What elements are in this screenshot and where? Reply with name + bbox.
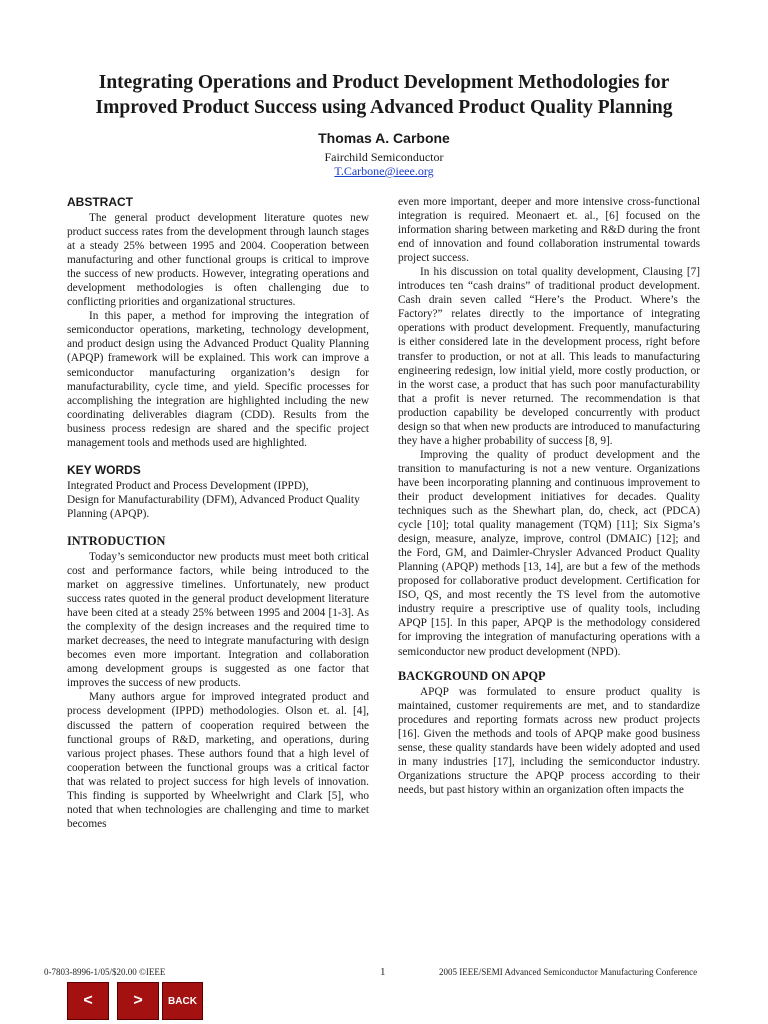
keywords-heading: KEY WORDS — [67, 462, 141, 477]
abstract-paragraph-1: The general product development literature quotes new product success rates from the development through launch stages at a steady 25% between 1995 and 2004. Cooperation between manufacturing and other functional groups is critical to improve the success of new products. However, integrating operations and development methodologies is often challenging due to conflicting priorities and organizational structures. — [67, 212, 369, 309]
abstract-heading: ABSTRACT — [67, 195, 133, 209]
footer-copyright: 0-7803-8996-1/05/$20.00 ©IEEE — [44, 967, 166, 977]
clausing-paragraph: In his discussion on total quality development, Clausing [7] introduces ten “cash drains” of traditional product development. Cash drain seven called “Here’s the Product. Where’s the Factory?” relates directly to the importance of integrating operations with product development. Frequently, manufacturing is either considered late in the development process, right before transfer to production, or not at all. This leads to manufacturing engineering redesign, low initial yield, more costly production, or in the worst case, a product that has such poor manufacturability that a profit is never returned. The recommendation is that production capability be developed concurrently with product design so that when new products are introduced to manufacturing they have a higher probability of success [8, 9]. — [398, 266, 700, 447]
author-name: Thomas A. Carbone — [318, 130, 450, 146]
keywords-line-2: Design for Manufacturability (DFM), Advanced Product Quality Planning (APQP). — [67, 493, 360, 520]
introduction-heading: INTRODUCTION — [67, 533, 166, 548]
next-arrow-label: > — [133, 992, 143, 1009]
previous-arrow-label: < — [83, 992, 93, 1009]
continued-paragraph: even more important, deeper and more intensive cross-functional integration is required. Meonaert et. al., [6] focused on the information sharing between marketing and R&D during the front end of innovation and found collaboration instrumental towards project success. — [398, 196, 700, 265]
previous-page-button[interactable] — [67, 982, 109, 1020]
introduction-paragraph-2: Many authors argue for improved integrated product and process development (IPPD) methodologies. Olson et. al. [4], discussed the pattern of cooperation required between the functional groups of R&D, marketing, and operations, during various project phases. These authors found that a high level of cooperation between the functional groups was a critical factor that was related to project success for high levels of innovation. This finding is supported by Wheelwright and Clark [5], who noted that when technologies are challenging and time to market becomes — [67, 691, 369, 830]
keywords-line-1: Integrated Product and Process Development (IPPD), — [67, 479, 309, 492]
left-column — [67, 195, 369, 831]
right-column — [398, 195, 700, 797]
author-email-line — [0, 164, 768, 179]
paper-title — [40, 70, 728, 120]
author-email-link[interactable]: T.Carbone@ieee.org — [334, 164, 434, 178]
introduction-paragraph-1: Today’s semiconductor new products must meet both critical cost and performance factors, while being introduced to the market on aggressive timelines. Unfortunately, new product success rates quoted in the general product development literature have been cited at a steady 25% between 1995 and 2004 [1-3]. As the complexity of the design increases and the required time to market decreases, the need to integrate manufacturing with design becomes even more important. Integration and collaboration among development groups is suggested as one factor that improves the success of new products. — [67, 550, 369, 690]
footer-page-number: 1 — [380, 966, 386, 978]
back-button[interactable] — [162, 982, 203, 1020]
background-paragraph: APQP was formulated to ensure product quality is maintained, customer requirements are met, and to standardize procedures and reporting formats across new product projects [16]. Given the methods and tools of APQP make good business sense, these quality standards have been widely adopted and used in many industries [17], including the semiconductor industry. Organizations structure the APQP process according to their needs, but past history within an organization often impacts the — [398, 685, 700, 796]
abstract-paragraph-2: In this paper, a method for improving the integration of semiconductor operations, marketing, technology development, and product design using the Advanced Product Quality Planning (APQP) framework will be explained. This work can improve a semiconductor manufacturing organization’s design for manufacturability, cycle time, and yield. Specific processes for accomplishing the integration are highlighted including the new coordinating deliverables diagram (CDD). Results from the business process redesign are shared and the specific project management tools and methods used are highlighted. — [67, 310, 369, 449]
title-line-1: Integrating Operations and Product Development Methodologies for — [98, 72, 670, 93]
next-page-button[interactable] — [117, 982, 159, 1020]
author-affiliation: Fairchild Semiconductor — [324, 150, 444, 164]
back-label: BACK — [168, 995, 197, 1007]
title-line-2: Improved Product Success using Advanced Product Quality Planning — [95, 97, 673, 118]
background-heading: BACKGROUND ON APQP — [398, 668, 546, 683]
footer-conference: 2005 IEEE/SEMI Advanced Semiconductor Manufacturing Conference — [439, 967, 698, 977]
quality-paragraph: Improving the quality of product development and the transition to manufacturing is not a new venture. Organizations have been incorporating planning and continuous improvement to their product development initiatives for decades. Quality techniques such as the Shewhart plan, do, check, act (PDCA) cycle [10]; total quality management (TQM) [11]; Six Sigma’s design, measure, analyze, improve, control (DMAIC) [12]; and the Ford, GM, and Daimler-Chrysler Advanced Product Quality Planning (APQP) methods [13, 14], are but a few of the methods proposed for collaborative product development. Certification for ISO, QS, and most recently the TS level from the automotive industry require a prescriptive use of quality tools, including APQP [15]. In this paper, APQP is the methodology considered for improving the integration of manufacturing operations with a semiconductor new product development (NPD). — [398, 448, 700, 658]
